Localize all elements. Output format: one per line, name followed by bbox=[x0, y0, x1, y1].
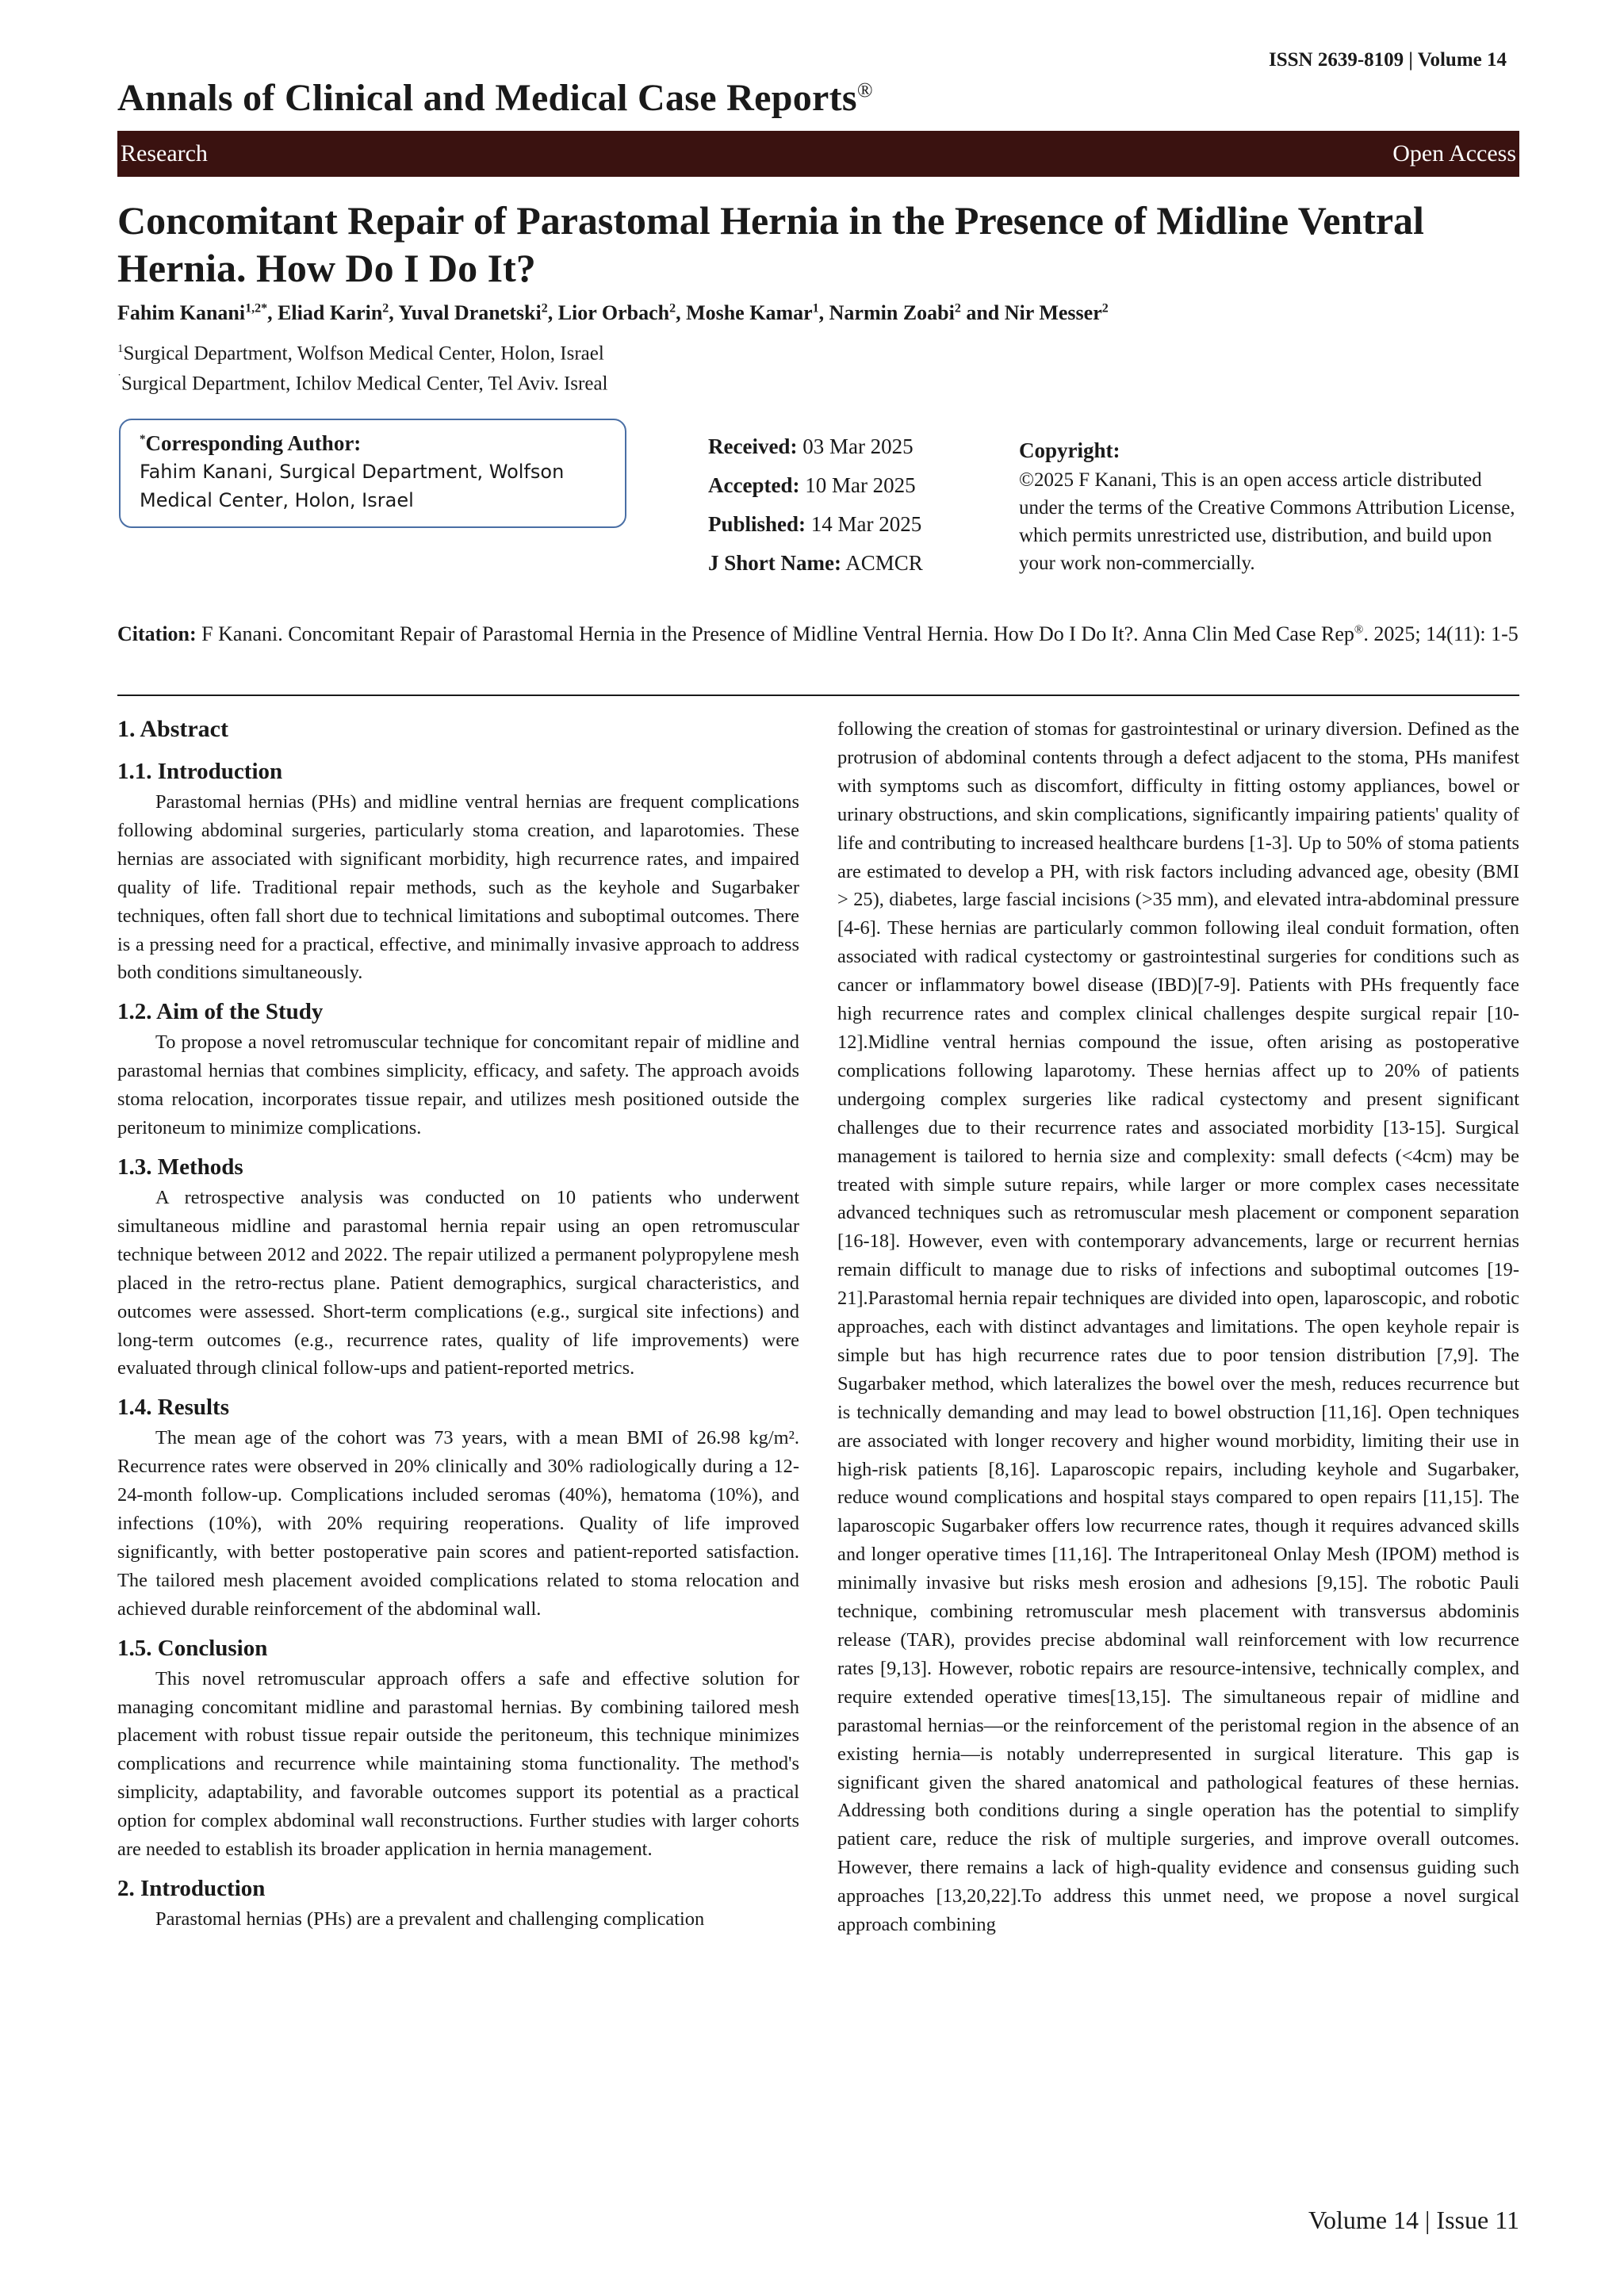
author-name: Nir Messer bbox=[1004, 301, 1102, 324]
corresponding-label: Corresponding Author: bbox=[145, 431, 362, 455]
registered-mark: ® bbox=[856, 78, 873, 101]
affiliation-2 bbox=[117, 373, 608, 395]
citation-tail: . 2025; 14(11): 1-5 bbox=[1363, 622, 1519, 645]
copyright-block bbox=[1019, 436, 1526, 577]
copyright-heading: Copyright: bbox=[1019, 438, 1120, 462]
author-affiliation-mark: 1,2* bbox=[245, 301, 268, 316]
issn-volume: ISSN 2639-8109 | Volume 14 bbox=[1269, 49, 1507, 71]
received-date bbox=[708, 434, 923, 473]
author-name: Narmin Zoabi bbox=[829, 301, 955, 324]
date-value: ACMCR bbox=[845, 551, 923, 575]
section-band bbox=[117, 131, 1519, 177]
citation-text: F Kanani. Concomitant Repair of Parastomal Hernia in the Presence of Midline Ventral Hernia. How Do I Do It?. Anna Clin Med Case Rep bbox=[201, 622, 1354, 645]
body-paragraph: This novel retromuscular approach offers a safe and effective solution for managing concomitant midline and parastomal hernias. By combining tailored mesh placement with robust tissue repair outside the peritoneum, this technique minimizes complications and recurrence while maintaining stoma functionality. The method's simplicity, adaptability, and favorable outcomes support its potential as a practical option for complex abdominal wall reconstructions. Further studies with larger cohorts are needed to establish its broader application in hernia management. bbox=[117, 1667, 799, 1861]
subsection-heading: 1.3. Methods bbox=[117, 1154, 243, 1180]
author-separator: , bbox=[267, 301, 278, 324]
author-affiliation-mark: 2 bbox=[541, 301, 548, 316]
affiliation-text: Surgical Department, Ichilov Medical Center, Tel Aviv. Isreal bbox=[121, 373, 608, 395]
asterisk-mark: * bbox=[140, 433, 146, 446]
author-name: Eliad Karin bbox=[278, 301, 383, 324]
affiliation-1 bbox=[117, 342, 604, 365]
date-label: Received: bbox=[708, 434, 798, 458]
page-footer: Volume 14 | Issue 11 bbox=[1308, 2206, 1519, 2234]
body-paragraph: Parastomal hernias (PHs) and midline ventral hernias are frequent complications following abdominal surgeries, particularly stoma creation, and laparotomies. These hernias are associated with significant morbidity, high recurrence rates, and impaired quality of life. Traditional repair methods, such as the keyhole and Sugarbaker techniques, often fall short due to technical limitations and suboptimal outcomes. There is a pressing need for a practical, effective, and minimally invasive approach to address both conditions simultaneously. bbox=[117, 791, 799, 984]
right-column bbox=[837, 715, 1519, 1939]
open-access-label: Open Access bbox=[1392, 140, 1516, 166]
published-date bbox=[708, 512, 923, 551]
article-title: Concomitant Repair of Parastomal Hernia in the Presence of Midline Ventral Hernia. How Do I Do It? bbox=[117, 198, 1424, 290]
date-label: Published: bbox=[708, 512, 806, 536]
author-affiliation-mark: 2 bbox=[954, 301, 961, 316]
article-type: Research bbox=[121, 140, 208, 166]
corresponding-author-box bbox=[119, 419, 626, 528]
date-label: J Short Name: bbox=[708, 551, 841, 575]
body-paragraph: The mean age of the cohort was 73 years, with a mean BMI of 26.98 kg/m². Recurrence rates were observed in 20% clinically and 30% radiologically during a 12-24-month follow-up. Complications included seromas (40%), hematoma (10%), and infections (10%), with 20% requiring reoperations. Quality of life improved significantly, with better postoperative pain scores and patient-reported satisfaction. The tailored mesh placement avoided complications related to stoma relocation and achieved durable reinforcement of the abdominal wall. bbox=[117, 1427, 799, 1620]
journal-name: Annals of Clinical and Medical Case Reports bbox=[117, 77, 857, 119]
date-value: 03 Mar 2025 bbox=[802, 434, 914, 458]
corresponding-author-heading bbox=[140, 431, 606, 456]
affiliation-text: Surgical Department, Wolfson Medical Center, Holon, Israel bbox=[123, 342, 604, 365]
author-affiliation-mark: 2 bbox=[669, 301, 676, 316]
author-separator: , bbox=[676, 301, 687, 324]
subsection-heading: 1.5. Conclusion bbox=[117, 1635, 268, 1661]
registered-mark: ® bbox=[1354, 623, 1364, 637]
corresponding-author-text: Fahim Kanani, Surgical Department, Wolfson Medical Center, Holon, Israel bbox=[140, 461, 565, 511]
date-label: Accepted: bbox=[708, 473, 800, 497]
author-separator: and bbox=[960, 301, 1005, 324]
author-separator: , bbox=[818, 301, 829, 324]
author-list bbox=[117, 301, 1519, 325]
author-name: Moshe Kamar bbox=[686, 301, 813, 324]
subsection-heading: 1.1. Introduction bbox=[117, 759, 283, 784]
date-value: 14 Mar 2025 bbox=[810, 512, 922, 536]
article-dates bbox=[708, 434, 923, 590]
citation-label: Citation: bbox=[117, 622, 197, 645]
affiliation-mark: 1 bbox=[117, 342, 124, 355]
author-name: Fahim Kanani bbox=[117, 301, 246, 324]
body-paragraph: following the creation of stomas for gastrointestinal or urinary diversion. Defined as the protrusion of abdominal contents through a defect adjacent to the stoma, PHs manifest with symptoms such as discomfort, difficulty in fitting ostomy appliances, bowel or urinary obstructions, and skin complications, significantly impairing patients' quality of life and contributing to increased healthcare burdens [1-3]. Up to 50% of stoma patients are estimated to develop a PH, with risk factors including advanced age, obesity (BMI > 25), diabetes, large fascial incisions (>35 mm), and elevated intra-abdominal pressure [4-6]. These hernias are particularly common following ileal conduit formation, often associated with radical cystectomy or gastrointestinal surgeries for conditions such as cancer or inflammatory bowel disease (IBD)[7-9]. Patients with PHs frequently face high recurrence rates and complex clinical challenges despite surgical repair [10-12].Midline ventral hernias compound the issue, often arising as postoperative complications following laparotomy. These hernias affect up to 20% of patients undergoing complex surgeries like radical cystectomy and present significant challenges due to their recurrence rates and associated morbidity [13-15]. Surgical management is tailored to hernia size and complexity: small defects (<4cm) may be treated with simple suture repairs, while larger or more complex cases necessitate advanced techniques such as retromuscular mesh placement or component separation [16-18]. However, even with contemporary advancements, large or recurrent hernias remain difficult to manage due to risks of infections and suboptimal outcomes [19-21].Parastomal hernia repair techniques are divided into open, laparoscopic, and robotic approaches, each with distinct advantages and limitations. The open keyhole repair is simple but has high recurrence rates due to poor tension distribution [7,9]. The Sugarbaker method, which lateralizes the bowel over the mesh, reduces recurrence but is technically demanding and may lead to bowel obstruction [11,16]. Open techniques are associated with longer recovery and higher wound morbidity, limiting their use in high-risk patients [8,16]. Laparoscopic repairs, including keyhole and Sugarbaker, reduce wound complications and hospital stays compared to open repairs [11,15]. The laparoscopic Sugarbaker offers low recurrence rates, though it requires advanced skills and longer operative times [11,16]. The Intraperitoneal Onlay Mesh (IPOM) method is minimally invasive but risks mesh erosion and adhesions [9,15]. The robotic Pauli technique, combining retromuscular mesh placement with transversus abdominis release (TAR), provides precise abdominal wall reinforcement with low recurrence rates [9,13]. However, robotic repairs are resource-intensive, technically complex, and require extended operative times[13,15]. The simultaneous repair of midline and parastomal hernias—or the reinforcement of the peristomal region in the absence of an existing hernia—is notably underrepresented in surgical literature. This gap is significant given the shared anatomical and pathological features of these hernias. Addressing both conditions during a single operation has the potential to simplify patient care, reduce the risk of multiple surgeries, and improve overall outcomes. However, there remains a lack of high-quality evidence and consensus guiding such approaches [13,20,22].To address this unmet need, we propose a novel surgical approach combining bbox=[837, 718, 1519, 1936]
subsection-heading: 1.4. Results bbox=[117, 1395, 229, 1421]
author-affiliation-mark: 2 bbox=[1101, 301, 1109, 316]
date-value: 10 Mar 2025 bbox=[805, 473, 916, 497]
journal-short-name bbox=[708, 551, 923, 590]
author-name: Yuval Dranetski bbox=[398, 301, 542, 324]
author-separator: , bbox=[547, 301, 558, 324]
header-divider bbox=[117, 695, 1519, 696]
body-paragraph: To propose a novel retromuscular technique for concomitant repair of midline and parastomal hernias that combines simplicity, efficacy, and safety. The approach avoids stoma relocation, incorporates tissue repair, and utilizes mesh positioned outside the peritoneum to minimize complications. bbox=[117, 1031, 799, 1139]
author-name: Lior Orbach bbox=[557, 301, 670, 324]
author-affiliation-mark: 1 bbox=[812, 301, 819, 316]
copyright-text: ©2025 F Kanani, This is an open access article distributed under the terms of the Creative Commons Attribution License, which permits unrestricted use, distribution, and build upon your work non-commercially. bbox=[1019, 469, 1515, 574]
citation-block bbox=[117, 620, 1519, 649]
left-column bbox=[117, 712, 799, 1934]
author-affiliation-mark: 2 bbox=[382, 301, 389, 316]
body-paragraph: A retrospective analysis was conducted on 10 patients who underwent simultaneous midline and parastomal hernia repair using an open retromuscular technique between 2012 and 2022. The repair utilized a permanent polypropylene mesh placed in the retro-rectus plane. Patient demographics, surgical characteristics, and outcomes were assessed. Short-term complications (e.g., surgical site infections) and long-term outcomes (e.g., recurrence rates, quality of life improvements) were evaluated through clinical follow-ups and patient-reported metrics. bbox=[117, 1186, 799, 1380]
author-separator: , bbox=[389, 301, 399, 324]
subsection-heading: 1.2. Aim of the Study bbox=[117, 999, 324, 1025]
journal-title[interactable] bbox=[117, 76, 873, 120]
section-heading: 1. Abstract bbox=[117, 716, 228, 742]
subsection-heading: 2. Introduction bbox=[117, 1876, 266, 1901]
body-paragraph: Parastomal hernias (PHs) are a prevalent and challenging complication bbox=[155, 1908, 705, 1930]
accepted-date bbox=[708, 473, 923, 512]
affiliation-mark: ˙ bbox=[117, 373, 121, 385]
